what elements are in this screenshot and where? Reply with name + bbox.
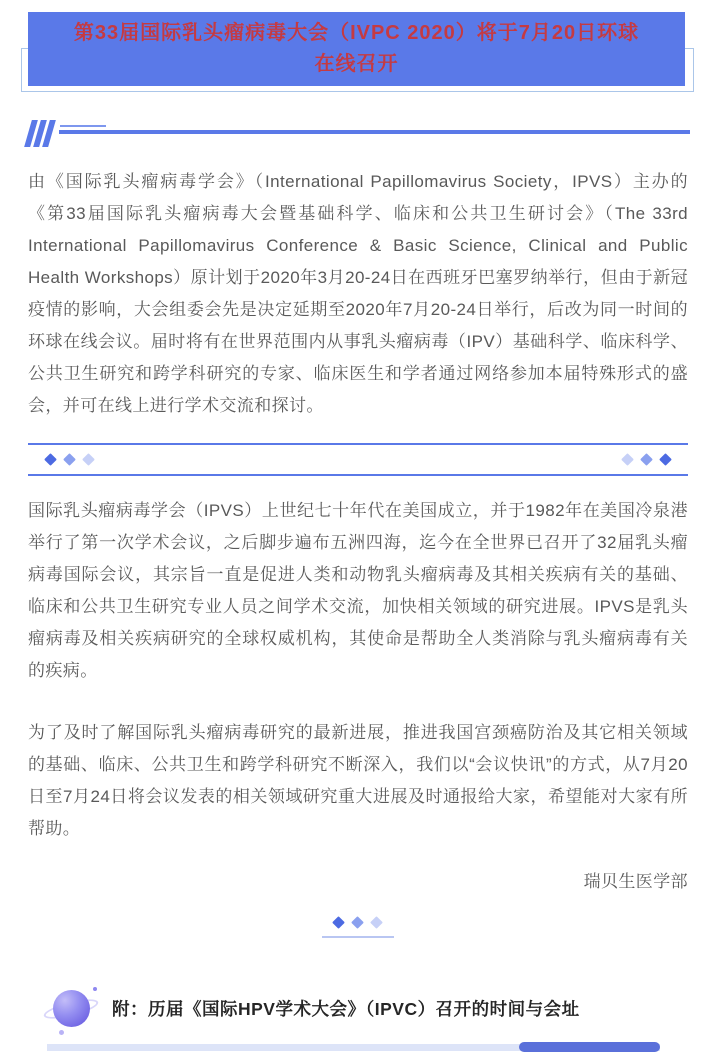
diamond-group-center bbox=[329, 918, 386, 927]
diamond-icon bbox=[640, 453, 653, 466]
appendix-underline-bar bbox=[47, 1044, 660, 1051]
appendix-heading: 附：历届《国际HPV学术大会》（IPVC）召开的时间与会址 bbox=[112, 998, 580, 1019]
slash-marks-icon bbox=[28, 120, 55, 147]
center-divider-line bbox=[322, 936, 394, 938]
planet-dot-icon bbox=[93, 987, 97, 991]
diamond-icon bbox=[351, 916, 364, 929]
article-paragraph: 由《国际乳头瘤病毒学会》（International Papillomavirus Society，IPVS）主办的《第33届国际乳头瘤病毒大会暨基础科学、临床和公共卫生研讨会》（The 33rd International Papillomavirus Conference & Basic Science, Clinical and Public Health Workshops）原计划于2020年3月20-24日在西班牙巴塞罗纳举行，但由于新冠疫情的影响，大会组委会先是决定延期至2020年7月20-24日举行，后改为同一时间的环球在线会议。届时将有在世界范围内从事乳头瘤病毒（IPV）基础科学、临床科学、公共卫生研究和跨学科研究的专家、临床医生和学者通过网络参加本届特殊形式的盛会，并可在线上进行学术交流和探讨。 bbox=[28, 172, 688, 415]
section-mark bbox=[28, 118, 690, 152]
article-paragraph: 为了及时了解国际乳头瘤病毒研究的最新进展，推进我国宫颈癌防治及其它相关领域的基础、临床、公共卫生和跨学科研究不断深入，我们以“会议快讯”的方式，从7月20日至7月24日将会议发表的相关领域研究重大进展及时通报给大家，希望能对大家有所帮助。 bbox=[28, 723, 688, 838]
diamond-icon bbox=[370, 916, 383, 929]
appendix-underline-bar-dark bbox=[519, 1042, 660, 1052]
article-title: 第33届国际乳头瘤病毒大会（IVPC 2020）将于7月20日环球在线召开 bbox=[73, 22, 640, 75]
diamond-icon bbox=[621, 453, 634, 466]
signature: 瑞贝生医学部 bbox=[583, 872, 688, 891]
section-divider bbox=[28, 443, 688, 476]
planet-sphere-icon bbox=[53, 990, 90, 1027]
diamond-group-left bbox=[41, 455, 98, 464]
divider-line-bottom bbox=[28, 474, 688, 476]
diamond-icon bbox=[659, 453, 672, 466]
header-rule-lines bbox=[59, 118, 690, 152]
planet-dot-icon bbox=[59, 1030, 64, 1035]
header-rule-thick bbox=[59, 130, 690, 134]
diamond-icon bbox=[63, 453, 76, 466]
divider-diamond-row bbox=[28, 445, 688, 474]
appendix-section bbox=[0, 984, 715, 1051]
article-title-banner bbox=[28, 12, 685, 86]
diamond-group-right bbox=[618, 455, 675, 464]
article-header bbox=[21, 12, 694, 92]
header-rule-thin bbox=[60, 125, 106, 127]
appendix-heading-row bbox=[48, 984, 715, 1032]
diamond-icon bbox=[44, 453, 57, 466]
diamond-icon bbox=[82, 453, 95, 466]
planet-icon bbox=[48, 984, 96, 1032]
diamond-icon bbox=[332, 916, 345, 929]
article-paragraph: 国际乳头瘤病毒学会（IPVS）上世纪七十年代在美国成立，并于1982年在美国冷泉港举行了第一次学术会议，之后脚步遍布五洲四海，迄今在全世界已召开了32届乳头瘤病毒国际会议，其宗旨一直是促进人类和动物乳头瘤病毒及其相关疾病有关的基础、临床和公共卫生研究专业人员之间学术交流，加快相关领域的研究进展。IPVS是乳头瘤病毒及相关疾病研究的全球权威机构，其使命是帮助全人类消除与乳头瘤病毒有关的疾病。 bbox=[28, 501, 688, 680]
center-divider bbox=[0, 918, 715, 938]
